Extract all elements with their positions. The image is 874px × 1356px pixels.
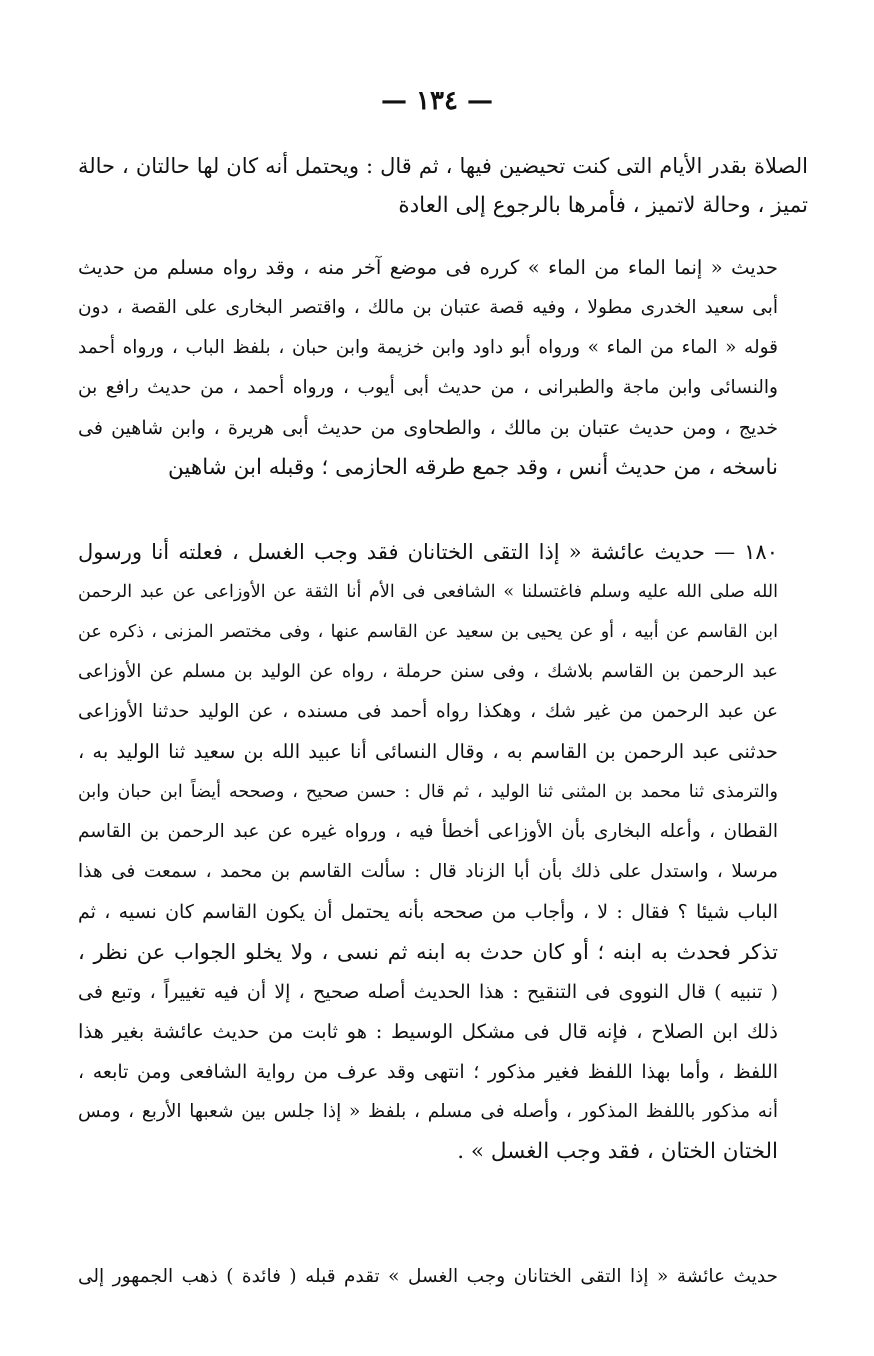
paragraph-continuation — [78, 146, 808, 226]
page-number: — ١٣٤ — — [380, 86, 494, 116]
text-line: ابن القاسم عن أبيه ، أو عن يحيى بن سعيد عن القاسم عنها ، وفى مختصر المزنى ، ذكره عن — [78, 622, 778, 642]
text-line: اللفظ ، وأما بهذا اللفظ فغير مذكور ؛ انتهى وقد عرف من رواية الشافعى ومن تابعه ، — [78, 1061, 778, 1083]
text-line: ( تنبيه ) قال النووى فى التنقيح : هذا الحديث أصله صحيح ، إلا أن فيه تغييراً ، وتبع فى — [78, 981, 778, 1003]
text-line: تميز ، وحالة لاتميز ، فأمرها بالرجوع إلى العادة — [398, 193, 808, 218]
text-line: الباب شيئا ؟ فقال : لا ، وأجاب من صححه بأنه يحتمل أن يكون القاسم كان نسيه ، ثم — [78, 901, 778, 923]
text-line: القطان ، وأعله البخارى بأن الأوزاعى أخطأ فيه ، ورواه غيره عن عبد الرحمن بن القاسم — [78, 821, 778, 842]
text-line: ناسخه ، من حديث أنس ، وقد جمع طرقه الحازمى ؛ وقبله ابن شاهين — [168, 455, 778, 480]
text-line: أبى سعيد الخدرى مطولا ، وفيه قصة عتبان بن مالك ، واقتصر البخارى على القصة ، دون — [78, 297, 778, 318]
paragraph-hadith-180 — [78, 532, 808, 1172]
paragraph-hadith-aisha — [78, 1257, 808, 1297]
text-line: حدثنى عبد الرحمن بن القاسم به ، وقال النسائى أنا عبيد الله بن سعيد ثنا الوليد به ، — [78, 740, 778, 763]
text-line: عن عبد الرحمن من غير شك ، وهكذا رواه أحمد فى مسنده ، عن الوليد حدثنا الأوزاعى — [78, 701, 778, 722]
text-line: ١٨٠ — حديث عائشة « إذا التقى الختانان فقد وجب الغسل ، فعلته أنا ورسول — [78, 540, 778, 564]
text-line: حديث عائشة « إذا التقى الختانان وجب الغسل » تقدم قبله ( فائدة ) ذهب الجمهور إلى — [78, 1266, 778, 1287]
text-line: أنه مذكور باللفظ المذكور ، وأصله فى مسلم ، بلفظ « إذا جلس بين شعبها الأربع ، ومس — [78, 1101, 778, 1122]
text-line: مرسلا ، واستدل على ذلك بأن أبا الزناد قال : سألت القاسم بن محمد ، سمعت فى هذا — [78, 861, 778, 882]
text-line: خديج ، ومن حديث عتبان بن مالك ، والطحاوى من حديث أبى هريرة ، وابن شاهين فى — [78, 417, 778, 439]
text-line: حديث « إنما الماء من الماء » كرره فى موضع آخر منه ، وقد رواه مسلم من حديث — [78, 256, 778, 279]
text-line: الصلاة بقدر الأيام التى كنت تحيضين فيها ، ثم قال : ويحتمل أنه كان لها حالتان ، حالة — [78, 154, 809, 178]
text-line: تذكر فحدث به ابنه ؛ أو كان حدث به ابنه ثم نسى ، ولا يخلو الجواب عن نظر ، — [78, 940, 778, 964]
paragraph-hadith-water — [78, 248, 808, 488]
text-line: الله صلى الله عليه وسلم فاغتسلنا » الشافعى فى الأم أنا الثقة عن الأوزاعى عن عبد الرحمن — [78, 582, 778, 602]
text-line: ذلك ابن الصلاح ، فإنه قال فى مشكل الوسيط : هو ثابت من حديث عائشة بغير هذا — [78, 1020, 778, 1043]
text-line: قوله « الماء من الماء » ورواه أبو داود وابن خزيمة وابن حبان ، بلفظ الباب ، ورواه أحمد — [78, 337, 778, 358]
text-line: والنسائى وابن ماجة والطبرانى ، من حديث أبى أيوب ، ورواه أحمد ، من حديث رافع بن — [78, 377, 778, 398]
text-line: عبد الرحمن بن القاسم بلاشك ، وفى سنن حرملة ، رواه عن الوليد بن مسلم عن الأوزاعى — [78, 661, 778, 682]
text-line: الختان الختان ، فقد وجب الغسل » . — [457, 1139, 778, 1164]
text-line: والترمذى ثنا محمد بن المثنى ثنا الوليد ، ثم قال : حسن صحيح ، وصححه أيضاً ابن حبان وابن — [78, 782, 778, 802]
